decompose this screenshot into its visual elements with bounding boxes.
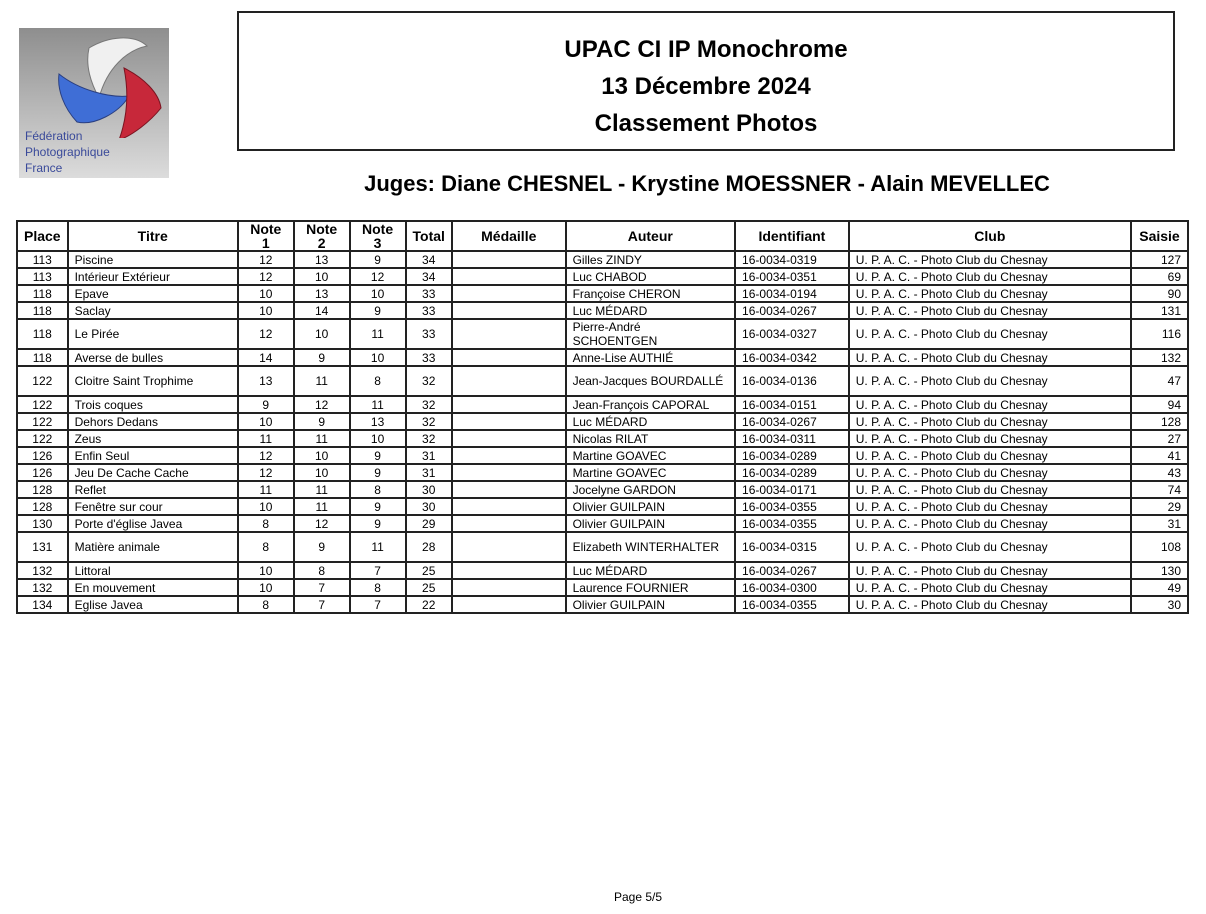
- cell-total: 25: [406, 579, 452, 596]
- cell-note2: 10: [294, 464, 350, 481]
- cell-identifiant: 16-0034-0194: [735, 285, 849, 302]
- cell-note3: 7: [350, 562, 406, 579]
- cell-note3: 13: [350, 413, 406, 430]
- cell-auteur: Anne-Lise AUTHIÉ: [566, 349, 735, 366]
- cell-club: U. P. A. C. - Photo Club du Chesnay: [849, 366, 1131, 396]
- cell-total: 31: [406, 447, 452, 464]
- cell-identifiant: 16-0034-0355: [735, 596, 849, 613]
- table-row: [17, 515, 1188, 532]
- cell-medaille: [452, 396, 566, 413]
- cell-auteur: Olivier GUILPAIN: [566, 498, 735, 515]
- cell-identifiant: 16-0034-0327: [735, 319, 849, 349]
- cell-identifiant: 16-0034-0151: [735, 396, 849, 413]
- cell-saisie: 31: [1131, 515, 1188, 532]
- cell-total: 25: [406, 562, 452, 579]
- cell-identifiant: 16-0034-0355: [735, 515, 849, 532]
- cell-note3: 12: [350, 268, 406, 285]
- cell-place: 128: [17, 481, 68, 498]
- competition-title: UPAC CI IP Monochrome: [564, 36, 848, 63]
- fpf-logo-icon: [19, 28, 169, 138]
- cell-medaille: [452, 413, 566, 430]
- judges-line: Juges: Diane CHESNEL - Krystine MOESSNER - Alain MEVELLEC: [364, 171, 1050, 196]
- cell-club: U. P. A. C. - Photo Club du Chesnay: [849, 515, 1131, 532]
- cell-titre: Saclay: [68, 302, 238, 319]
- cell-auteur: Jean-Jacques BOURDALLÉ: [566, 366, 735, 396]
- cell-club: U. P. A. C. - Photo Club du Chesnay: [849, 464, 1131, 481]
- results-table: [16, 220, 1189, 614]
- cell-saisie: 74: [1131, 481, 1188, 498]
- cell-note1: 12: [238, 251, 294, 268]
- cell-place: 113: [17, 268, 68, 285]
- cell-identifiant: 16-0034-0319: [735, 251, 849, 268]
- cell-note1: 14: [238, 349, 294, 366]
- cell-place: 131: [17, 532, 68, 562]
- cell-note3: 8: [350, 481, 406, 498]
- cell-note1: 11: [238, 430, 294, 447]
- cell-auteur: Luc MÉDARD: [566, 562, 735, 579]
- cell-club: U. P. A. C. - Photo Club du Chesnay: [849, 302, 1131, 319]
- cell-auteur: Olivier GUILPAIN: [566, 596, 735, 613]
- cell-note2: 8: [294, 562, 350, 579]
- col-identifiant: Identifiant: [735, 221, 849, 251]
- cell-note3: 8: [350, 579, 406, 596]
- cell-auteur: Pierre-André SCHOENTGEN: [566, 319, 735, 349]
- cell-saisie: 30: [1131, 596, 1188, 613]
- cell-club: U. P. A. C. - Photo Club du Chesnay: [849, 579, 1131, 596]
- cell-titre: Dehors Dedans: [68, 413, 238, 430]
- cell-place: 134: [17, 596, 68, 613]
- cell-place: 113: [17, 251, 68, 268]
- cell-medaille: [452, 515, 566, 532]
- table-row: [17, 413, 1188, 430]
- cell-note1: 10: [238, 302, 294, 319]
- cell-club: U. P. A. C. - Photo Club du Chesnay: [849, 430, 1131, 447]
- cell-note1: 8: [238, 596, 294, 613]
- cell-note1: 10: [238, 498, 294, 515]
- cell-saisie: 108: [1131, 532, 1188, 562]
- cell-titre: Jeu De Cache Cache: [68, 464, 238, 481]
- cell-total: 32: [406, 413, 452, 430]
- cell-note3: 10: [350, 430, 406, 447]
- cell-total: 32: [406, 396, 452, 413]
- cell-place: 122: [17, 413, 68, 430]
- cell-medaille: [452, 268, 566, 285]
- cell-note1: 8: [238, 532, 294, 562]
- cell-note2: 10: [294, 319, 350, 349]
- cell-medaille: [452, 319, 566, 349]
- cell-identifiant: 16-0034-0315: [735, 532, 849, 562]
- cell-identifiant: 16-0034-0171: [735, 481, 849, 498]
- cell-identifiant: 16-0034-0267: [735, 413, 849, 430]
- cell-place: 126: [17, 447, 68, 464]
- cell-medaille: [452, 302, 566, 319]
- cell-medaille: [452, 464, 566, 481]
- page-number: Page 5/5: [613, 890, 663, 904]
- cell-titre: Fenêtre sur cour: [68, 498, 238, 515]
- cell-auteur: Jean-François CAPORAL: [566, 396, 735, 413]
- cell-place: 118: [17, 319, 68, 349]
- cell-auteur: Jocelyne GARDON: [566, 481, 735, 498]
- cell-place: 118: [17, 302, 68, 319]
- cell-place: 118: [17, 285, 68, 302]
- cell-auteur: Françoise CHERON: [566, 285, 735, 302]
- cell-place: 122: [17, 396, 68, 413]
- cell-note3: 8: [350, 366, 406, 396]
- cell-total: 28: [406, 532, 452, 562]
- cell-medaille: [452, 285, 566, 302]
- cell-place: 122: [17, 430, 68, 447]
- cell-auteur: Nicolas RILAT: [566, 430, 735, 447]
- cell-titre: Piscine: [68, 251, 238, 268]
- table-row: [17, 498, 1188, 515]
- cell-total: 30: [406, 481, 452, 498]
- cell-saisie: 94: [1131, 396, 1188, 413]
- cell-note2: 9: [294, 413, 350, 430]
- cell-saisie: 47: [1131, 366, 1188, 396]
- cell-total: 34: [406, 268, 452, 285]
- cell-total: 32: [406, 430, 452, 447]
- cell-titre: Averse de bulles: [68, 349, 238, 366]
- cell-note3: 9: [350, 498, 406, 515]
- cell-club: U. P. A. C. - Photo Club du Chesnay: [849, 498, 1131, 515]
- col-saisie: Saisie: [1131, 221, 1188, 251]
- cell-note2: 11: [294, 430, 350, 447]
- cell-titre: Intérieur Extérieur: [68, 268, 238, 285]
- cell-total: 29: [406, 515, 452, 532]
- cell-saisie: 41: [1131, 447, 1188, 464]
- cell-note1: 12: [238, 319, 294, 349]
- col-total: Total: [406, 221, 452, 251]
- cell-note1: 10: [238, 579, 294, 596]
- cell-titre: Littoral: [68, 562, 238, 579]
- cell-total: 32: [406, 366, 452, 396]
- cell-medaille: [452, 481, 566, 498]
- cell-saisie: 127: [1131, 251, 1188, 268]
- cell-note1: 11: [238, 481, 294, 498]
- cell-saisie: 29: [1131, 498, 1188, 515]
- cell-total: 22: [406, 596, 452, 613]
- cell-medaille: [452, 562, 566, 579]
- cell-identifiant: 16-0034-0289: [735, 464, 849, 481]
- cell-note1: 12: [238, 464, 294, 481]
- cell-note3: 11: [350, 396, 406, 413]
- cell-club: U. P. A. C. - Photo Club du Chesnay: [849, 349, 1131, 366]
- cell-medaille: [452, 498, 566, 515]
- table-row: [17, 532, 1188, 562]
- cell-saisie: 69: [1131, 268, 1188, 285]
- logo-line-3: France: [25, 161, 63, 175]
- cell-total: 33: [406, 319, 452, 349]
- cell-auteur: Olivier GUILPAIN: [566, 515, 735, 532]
- cell-note2: 7: [294, 596, 350, 613]
- cell-total: 33: [406, 349, 452, 366]
- table-row: [17, 579, 1188, 596]
- cell-note1: 8: [238, 515, 294, 532]
- cell-note3: 10: [350, 285, 406, 302]
- cell-note3: 7: [350, 596, 406, 613]
- cell-note3: 9: [350, 464, 406, 481]
- table-row: [17, 396, 1188, 413]
- cell-note1: 13: [238, 366, 294, 396]
- cell-total: 33: [406, 302, 452, 319]
- cell-identifiant: 16-0034-0289: [735, 447, 849, 464]
- table-row: [17, 481, 1188, 498]
- cell-note1: 10: [238, 413, 294, 430]
- cell-saisie: 116: [1131, 319, 1188, 349]
- cell-note2: 13: [294, 251, 350, 268]
- cell-identifiant: 16-0034-0267: [735, 562, 849, 579]
- cell-saisie: 128: [1131, 413, 1188, 430]
- cell-note2: 12: [294, 515, 350, 532]
- cell-place: 132: [17, 562, 68, 579]
- col-place: Place: [17, 221, 68, 251]
- cell-auteur: Elizabeth WINTERHALTER: [566, 532, 735, 562]
- cell-note2: 11: [294, 366, 350, 396]
- cell-medaille: [452, 251, 566, 268]
- col-note2: Note 2: [294, 221, 350, 251]
- cell-medaille: [452, 366, 566, 396]
- table-row: [17, 596, 1188, 613]
- cell-place: 122: [17, 366, 68, 396]
- title-box: [237, 11, 1175, 151]
- col-titre: Titre: [68, 221, 238, 251]
- cell-titre: Epave: [68, 285, 238, 302]
- cell-club: U. P. A. C. - Photo Club du Chesnay: [849, 413, 1131, 430]
- cell-identifiant: 16-0034-0311: [735, 430, 849, 447]
- cell-auteur: Luc CHABOD: [566, 268, 735, 285]
- cell-place: 128: [17, 498, 68, 515]
- cell-club: U. P. A. C. - Photo Club du Chesnay: [849, 285, 1131, 302]
- col-note3: Note 3: [350, 221, 406, 251]
- cell-total: 33: [406, 285, 452, 302]
- cell-note3: 9: [350, 251, 406, 268]
- cell-saisie: 49: [1131, 579, 1188, 596]
- cell-club: U. P. A. C. - Photo Club du Chesnay: [849, 251, 1131, 268]
- cell-note3: 11: [350, 532, 406, 562]
- fpf-logo: [19, 28, 169, 178]
- cell-saisie: 43: [1131, 464, 1188, 481]
- table-row: [17, 349, 1188, 366]
- table-row: [17, 251, 1188, 268]
- cell-identifiant: 16-0034-0267: [735, 302, 849, 319]
- cell-place: 126: [17, 464, 68, 481]
- table-row: [17, 319, 1188, 349]
- cell-saisie: 27: [1131, 430, 1188, 447]
- cell-note2: 14: [294, 302, 350, 319]
- cell-note3: 11: [350, 319, 406, 349]
- cell-note3: 9: [350, 447, 406, 464]
- cell-saisie: 90: [1131, 285, 1188, 302]
- cell-titre: Porte d'église Javea: [68, 515, 238, 532]
- cell-medaille: [452, 430, 566, 447]
- cell-medaille: [452, 349, 566, 366]
- cell-club: U. P. A. C. - Photo Club du Chesnay: [849, 319, 1131, 349]
- cell-club: U. P. A. C. - Photo Club du Chesnay: [849, 396, 1131, 413]
- table-row: [17, 268, 1188, 285]
- cell-club: U. P. A. C. - Photo Club du Chesnay: [849, 532, 1131, 562]
- logo-line-2: Photographique: [25, 145, 110, 159]
- cell-club: U. P. A. C. - Photo Club du Chesnay: [849, 268, 1131, 285]
- table-header-row: [17, 221, 1188, 251]
- cell-auteur: Luc MÉDARD: [566, 302, 735, 319]
- cell-total: 34: [406, 251, 452, 268]
- cell-auteur: Gilles ZINDY: [566, 251, 735, 268]
- cell-note2: 7: [294, 579, 350, 596]
- competition-subtitle: Classement Photos: [594, 110, 818, 137]
- cell-saisie: 130: [1131, 562, 1188, 579]
- cell-note2: 9: [294, 349, 350, 366]
- cell-note2: 13: [294, 285, 350, 302]
- cell-note2: 10: [294, 447, 350, 464]
- cell-auteur: Laurence FOURNIER: [566, 579, 735, 596]
- cell-saisie: 132: [1131, 349, 1188, 366]
- cell-place: 130: [17, 515, 68, 532]
- cell-medaille: [452, 532, 566, 562]
- cell-titre: Le Pirée: [68, 319, 238, 349]
- cell-note1: 9: [238, 396, 294, 413]
- col-medaille: Médaille: [452, 221, 566, 251]
- cell-titre: Cloitre Saint Trophime: [68, 366, 238, 396]
- cell-auteur: Martine GOAVEC: [566, 464, 735, 481]
- cell-note2: 10: [294, 268, 350, 285]
- cell-club: U. P. A. C. - Photo Club du Chesnay: [849, 562, 1131, 579]
- col-club: Club: [849, 221, 1131, 251]
- cell-titre: Trois coques: [68, 396, 238, 413]
- cell-total: 30: [406, 498, 452, 515]
- cell-place: 118: [17, 349, 68, 366]
- table-row: [17, 366, 1188, 396]
- cell-note1: 12: [238, 268, 294, 285]
- cell-saisie: 131: [1131, 302, 1188, 319]
- logo-line-1: Fédération: [25, 129, 83, 143]
- cell-identifiant: 16-0034-0351: [735, 268, 849, 285]
- cell-club: U. P. A. C. - Photo Club du Chesnay: [849, 596, 1131, 613]
- cell-identifiant: 16-0034-0342: [735, 349, 849, 366]
- cell-medaille: [452, 447, 566, 464]
- cell-note1: 12: [238, 447, 294, 464]
- cell-club: U. P. A. C. - Photo Club du Chesnay: [849, 447, 1131, 464]
- cell-auteur: Luc MÉDARD: [566, 413, 735, 430]
- table-row: [17, 302, 1188, 319]
- cell-note3: 9: [350, 515, 406, 532]
- cell-note1: 10: [238, 285, 294, 302]
- cell-titre: En mouvement: [68, 579, 238, 596]
- table-row: [17, 464, 1188, 481]
- cell-note2: 11: [294, 481, 350, 498]
- cell-note2: 12: [294, 396, 350, 413]
- cell-medaille: [452, 596, 566, 613]
- cell-titre: Eglise Javea: [68, 596, 238, 613]
- cell-identifiant: 16-0034-0300: [735, 579, 849, 596]
- table-row: [17, 430, 1188, 447]
- competition-date: 13 Décembre 2024: [601, 73, 811, 100]
- cell-identifiant: 16-0034-0136: [735, 366, 849, 396]
- cell-total: 31: [406, 464, 452, 481]
- col-note1: Note 1: [238, 221, 294, 251]
- cell-note3: 9: [350, 302, 406, 319]
- table-row: [17, 562, 1188, 579]
- cell-medaille: [452, 579, 566, 596]
- cell-place: 132: [17, 579, 68, 596]
- cell-titre: Matière animale: [68, 532, 238, 562]
- cell-note2: 9: [294, 532, 350, 562]
- cell-titre: Reflet: [68, 481, 238, 498]
- cell-auteur: Martine GOAVEC: [566, 447, 735, 464]
- table-row: [17, 447, 1188, 464]
- cell-titre: Enfin Seul: [68, 447, 238, 464]
- cell-note3: 10: [350, 349, 406, 366]
- cell-identifiant: 16-0034-0355: [735, 498, 849, 515]
- table-row: [17, 285, 1188, 302]
- cell-note2: 11: [294, 498, 350, 515]
- col-auteur: Auteur: [566, 221, 735, 251]
- cell-titre: Zeus: [68, 430, 238, 447]
- cell-note1: 10: [238, 562, 294, 579]
- cell-club: U. P. A. C. - Photo Club du Chesnay: [849, 481, 1131, 498]
